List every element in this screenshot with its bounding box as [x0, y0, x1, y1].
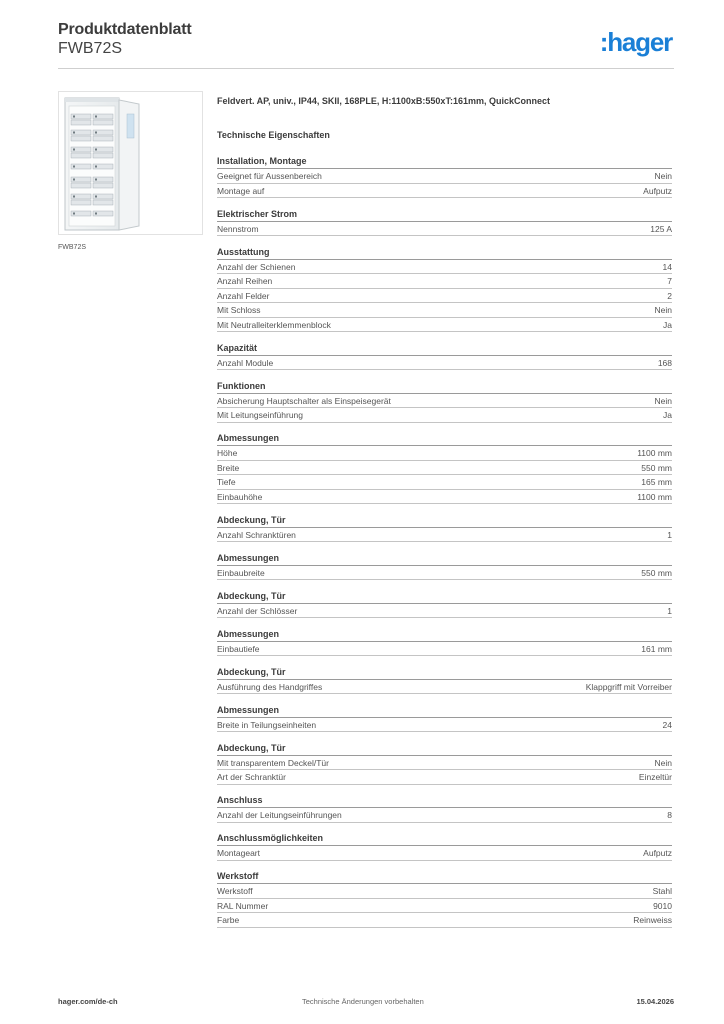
property-label: Absicherung Hauptschalter als Einspeisegerät [217, 395, 391, 406]
property-value: 9010 [653, 900, 672, 911]
property-row [217, 642, 672, 657]
footer-website-link[interactable]: hager.com/de-ch [58, 997, 118, 1006]
section-title: Anschlussmöglichkeiten [217, 832, 672, 846]
property-row [217, 222, 672, 237]
property-row [217, 913, 672, 928]
section-title: Werkstoff [217, 870, 672, 884]
property-label: Mit Schloss [217, 305, 261, 315]
property-value: 8 [667, 810, 672, 820]
property-row [217, 770, 672, 785]
section-title: Elektrischer Strom [217, 208, 672, 222]
property-row [217, 566, 672, 581]
property-value: Aufputz [643, 185, 672, 196]
property-label: Anzahl Reihen [217, 276, 273, 286]
property-row [217, 475, 672, 490]
property-label: Einbautiefe [217, 643, 260, 654]
property-label: Tiefe [217, 477, 236, 487]
property-section [217, 552, 672, 581]
page-header [58, 20, 674, 68]
property-row [217, 461, 672, 476]
section-title: Abdeckung, Tür [217, 742, 672, 756]
property-row [217, 846, 672, 861]
property-row [217, 260, 672, 275]
section-title: Abmessungen [217, 552, 672, 566]
property-value: 24 [662, 719, 672, 730]
property-row [217, 318, 672, 333]
property-section [217, 246, 672, 333]
property-value: 550 mm [641, 462, 672, 473]
property-label: Höhe [217, 448, 238, 458]
document-title: Produktdatenblatt [58, 21, 192, 38]
property-row [217, 446, 672, 461]
property-section [217, 628, 672, 657]
property-row [217, 899, 672, 914]
section-title: Abmessungen [217, 432, 672, 446]
property-value: Nein [654, 171, 672, 181]
property-value: Nein [654, 305, 672, 315]
property-label: Farbe [217, 915, 240, 925]
hager-logo: :hager [599, 27, 672, 57]
property-value: Klappgriff mit Vorreiber [585, 681, 672, 692]
property-label: Anzahl der Schlösser [217, 605, 298, 616]
property-label: Geeignet für Aussenbereich [217, 171, 322, 181]
section-title: Abmessungen [217, 628, 672, 642]
section-title: Abdeckung, Tür [217, 666, 672, 680]
property-row [217, 884, 672, 899]
header-divider [58, 68, 674, 69]
property-value: 125 A [650, 223, 672, 234]
property-row [217, 680, 672, 695]
property-section [217, 870, 672, 928]
property-label: Anzahl Module [217, 357, 274, 368]
property-label: Montage auf [217, 185, 265, 196]
section-title: Kapazität [217, 342, 672, 356]
property-row [217, 184, 672, 199]
property-value: 7 [667, 276, 672, 286]
footer-notice: Technische Änderungen vorbehalten [302, 997, 424, 1006]
property-label: Anzahl Felder [217, 290, 270, 301]
property-value: 550 mm [641, 567, 672, 578]
property-row [217, 528, 672, 543]
property-row [217, 808, 672, 823]
property-label: Art der Schranktür [217, 772, 286, 782]
property-row [217, 394, 672, 409]
property-section [217, 380, 672, 423]
property-value: 1100 mm [637, 491, 672, 502]
property-value: 2 [667, 290, 672, 301]
property-value: 1100 mm [637, 448, 672, 458]
property-value: Ja [663, 319, 672, 330]
property-section [217, 155, 672, 198]
property-value: Nein [654, 757, 672, 768]
property-section [217, 590, 672, 619]
property-section [217, 342, 672, 371]
section-title: Abdeckung, Tür [217, 590, 672, 604]
property-value: Nein [654, 395, 672, 406]
property-section [217, 514, 672, 543]
property-row [217, 169, 672, 184]
property-label: Nennstrom [217, 223, 259, 234]
image-caption: FWB72S [58, 244, 87, 251]
property-section [217, 208, 672, 237]
property-value: Stahl [652, 886, 672, 896]
property-section [217, 432, 672, 504]
property-section [217, 742, 672, 785]
section-title: Ausstattung [217, 246, 672, 260]
property-value: Einzeltür [638, 772, 672, 782]
property-label: Anzahl Schranktüren [217, 529, 296, 540]
property-row [217, 408, 672, 423]
distribution-cabinet-icon [59, 92, 202, 234]
property-label: Breite [217, 462, 240, 473]
property-row [217, 289, 672, 304]
section-title: Funktionen [217, 380, 672, 394]
property-label: Mit Neutralleiterklemmenblock [217, 319, 331, 330]
property-row [217, 356, 672, 371]
technical-properties-heading: Technische Eigenschaften [217, 130, 330, 140]
section-title: Abdeckung, Tür [217, 514, 672, 528]
property-value: Ja [663, 410, 672, 420]
product-code: FWB72S [58, 40, 123, 57]
property-label: Montageart [217, 848, 260, 858]
property-value: 165 mm [641, 477, 672, 487]
properties-table [217, 155, 672, 937]
section-title: Abmessungen [217, 704, 672, 718]
property-value: 1 [667, 605, 672, 616]
property-row [217, 490, 672, 505]
property-label: Anzahl der Schienen [217, 261, 296, 272]
property-row [217, 756, 672, 771]
property-section [217, 666, 672, 695]
property-section [217, 832, 672, 861]
product-image [58, 91, 203, 235]
property-label: Einbaubreite [217, 567, 265, 578]
property-value: 161 mm [641, 643, 672, 654]
property-row [217, 604, 672, 619]
property-section [217, 794, 672, 823]
property-value: 168 [657, 357, 672, 368]
product-description: Feldvert. AP, univ., IP44, SKII, 168PLE, H:1100xB:550xT:161mm, QuickConnect [217, 96, 550, 106]
property-row [217, 274, 672, 289]
property-label: Anzahl der Leitungseinführungen [217, 810, 342, 820]
property-value: 14 [662, 261, 672, 272]
section-title: Anschluss [217, 794, 672, 808]
section-title: Installation, Montage [217, 155, 672, 169]
property-value: 1 [667, 529, 672, 540]
property-label: Einbauhöhe [217, 491, 263, 502]
property-label: RAL Nummer [217, 900, 269, 911]
property-row [217, 718, 672, 733]
property-label: Mit transparentem Deckel/Tür [217, 757, 329, 768]
property-label: Ausführung des Handgriffes [217, 681, 323, 692]
property-label: Werkstoff [217, 886, 253, 896]
property-value: Reinweiss [633, 915, 672, 925]
property-label: Mit Leitungseinführung [217, 410, 304, 420]
footer-date: 15.04.2026 [636, 997, 674, 1006]
property-value: Aufputz [643, 848, 672, 858]
property-label: Breite in Teilungseinheiten [217, 719, 317, 730]
property-section [217, 704, 672, 733]
property-row [217, 303, 672, 318]
